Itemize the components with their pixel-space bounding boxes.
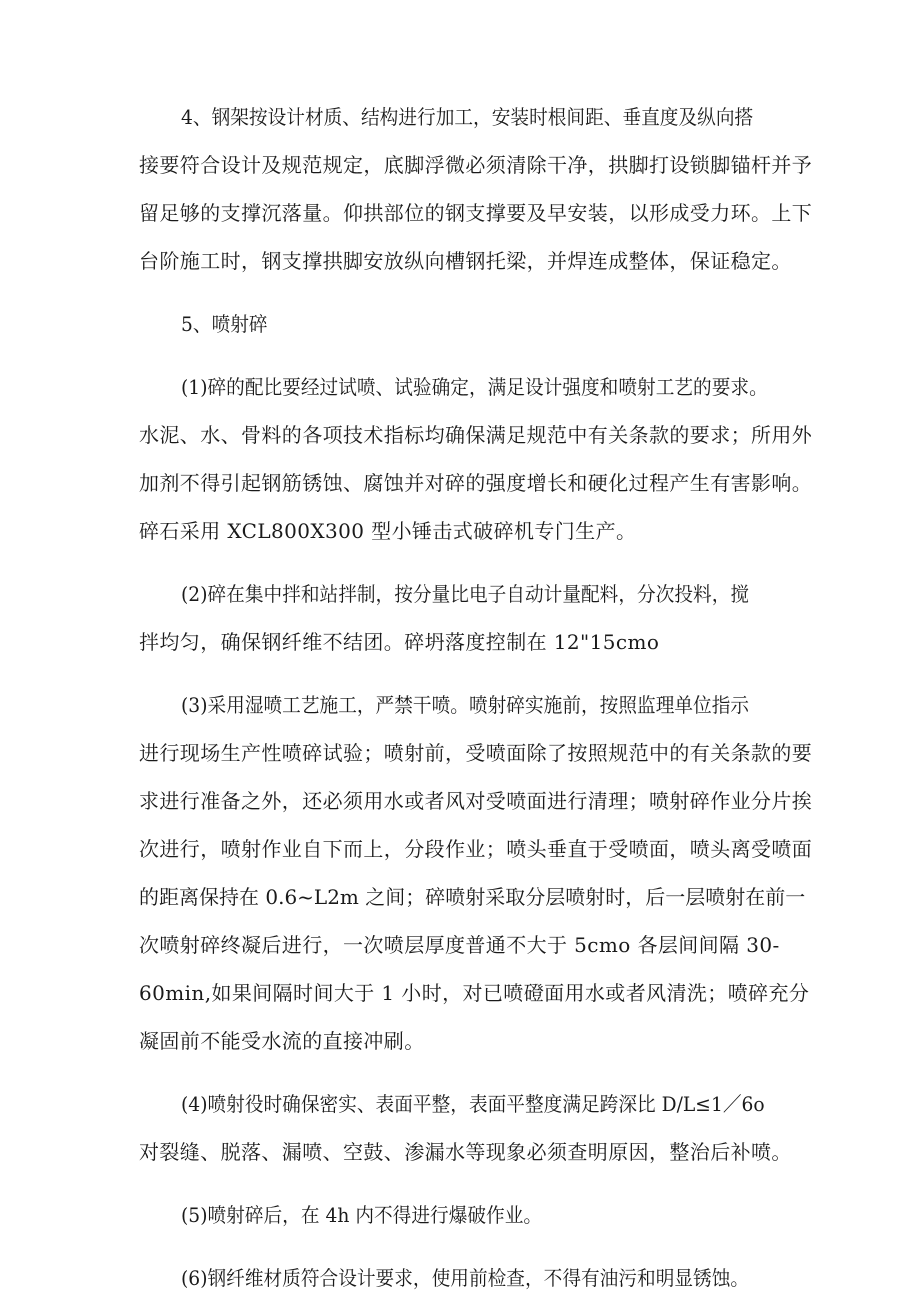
text-line: (4)喷射役时确保密实、表面平整，表面平整度满足跨深比 D/L≤1／6o — [181, 1092, 765, 1116]
paragraph-item-1 — [139, 363, 819, 555]
document-body — [139, 93, 819, 1302]
paragraph-item-3 — [139, 681, 819, 1065]
text-line: (5)喷射碎后，在 4h 内不得进行爆破作业。 — [181, 1203, 543, 1227]
paragraph-steel-frame — [139, 93, 819, 285]
text-line: 碎石采用 XCL800X300 型小锤击式破碎机专门生产。 — [139, 519, 637, 543]
text-line: 次喷射碎终凝后进行，一次喷层厚度普通不大于 5cmo 各层间间隔 30- — [139, 933, 780, 957]
text-line: 60min,如果间隔时间大于 1 小时，对已喷磴面用水或者风清洗；喷碎充分 — [139, 981, 810, 1005]
text-line: (6)钢纤维材质符合设计要求，使用前检查，不得有油污和明显锈蚀。 — [181, 1266, 750, 1290]
text-line: 接要符合设计及规范规定，底脚浮微必须清除干净，拱脚打设锁脚锚杆并予 — [139, 153, 813, 177]
text-line: 5、喷射碎 — [181, 312, 268, 336]
text-line: (3)采用湿喷工艺施工，严禁干喷。喷射碎实施前，按照监理单位指示 — [181, 693, 750, 717]
section-heading — [139, 300, 819, 348]
text-line: 台阶施工时，钢支撑拱脚安放纵向槽钢托梁，并焊连成整体，保证稳定。 — [139, 249, 792, 273]
text-line: 求进行准备之外，还必须用水或者风对受喷面进行清理；喷射碎作业分片挨 — [139, 789, 813, 813]
text-line: 留足够的支撑沉落量。仰拱部位的钢支撑要及早安装，以形成受力环。上下 — [139, 201, 813, 225]
paragraph-item-5 — [139, 1191, 819, 1239]
text-line: 次进行，喷射作业自下而上，分段作业；喷头垂直于受喷面，喷头离受喷面 — [139, 837, 813, 861]
text-line: 加剂不得引起钢筋锈蚀、腐蚀并对碎的强度增长和硬化过程产生有害影响。 — [139, 471, 813, 495]
paragraph-item-2 — [139, 570, 819, 666]
text-line: 水泥、水、骨料的各项技术指标均确保满足规范中有关条款的要求；所用外 — [139, 423, 813, 447]
paragraph-item-4 — [139, 1080, 819, 1176]
text-line: 对裂缝、脱落、漏喷、空鼓、渗漏水等现象必须查明原因，整治后补喷。 — [139, 1140, 792, 1164]
paragraph-item-6 — [139, 1254, 819, 1302]
text-line: (1)碎的配比要经过试喷、试验确定，满足设计强度和喷射工艺的要求。 — [181, 375, 768, 399]
text-line: (2)碎在集中拌和站拌制，按分量比电子自动计量配料，分次投料，搅 — [181, 582, 750, 606]
text-line: 进行现场生产性喷碎试验；喷射前，受喷面除了按照规范中的有关条款的要 — [139, 741, 813, 765]
text-line: 凝固前不能受水流的直接冲刷。 — [139, 1029, 425, 1053]
text-line: 拌均匀，确保钢纤维不结团。碎坍落度控制在 12"15cmo — [139, 630, 660, 654]
text-line: 4、钢架按设计材质、结构进行加工，安装时根间距、垂直度及纵向搭 — [181, 105, 754, 129]
text-line: 的距离保持在 0.6~L2m 之间；碎喷射采取分层喷射时，后一层喷射在前一 — [139, 885, 806, 909]
